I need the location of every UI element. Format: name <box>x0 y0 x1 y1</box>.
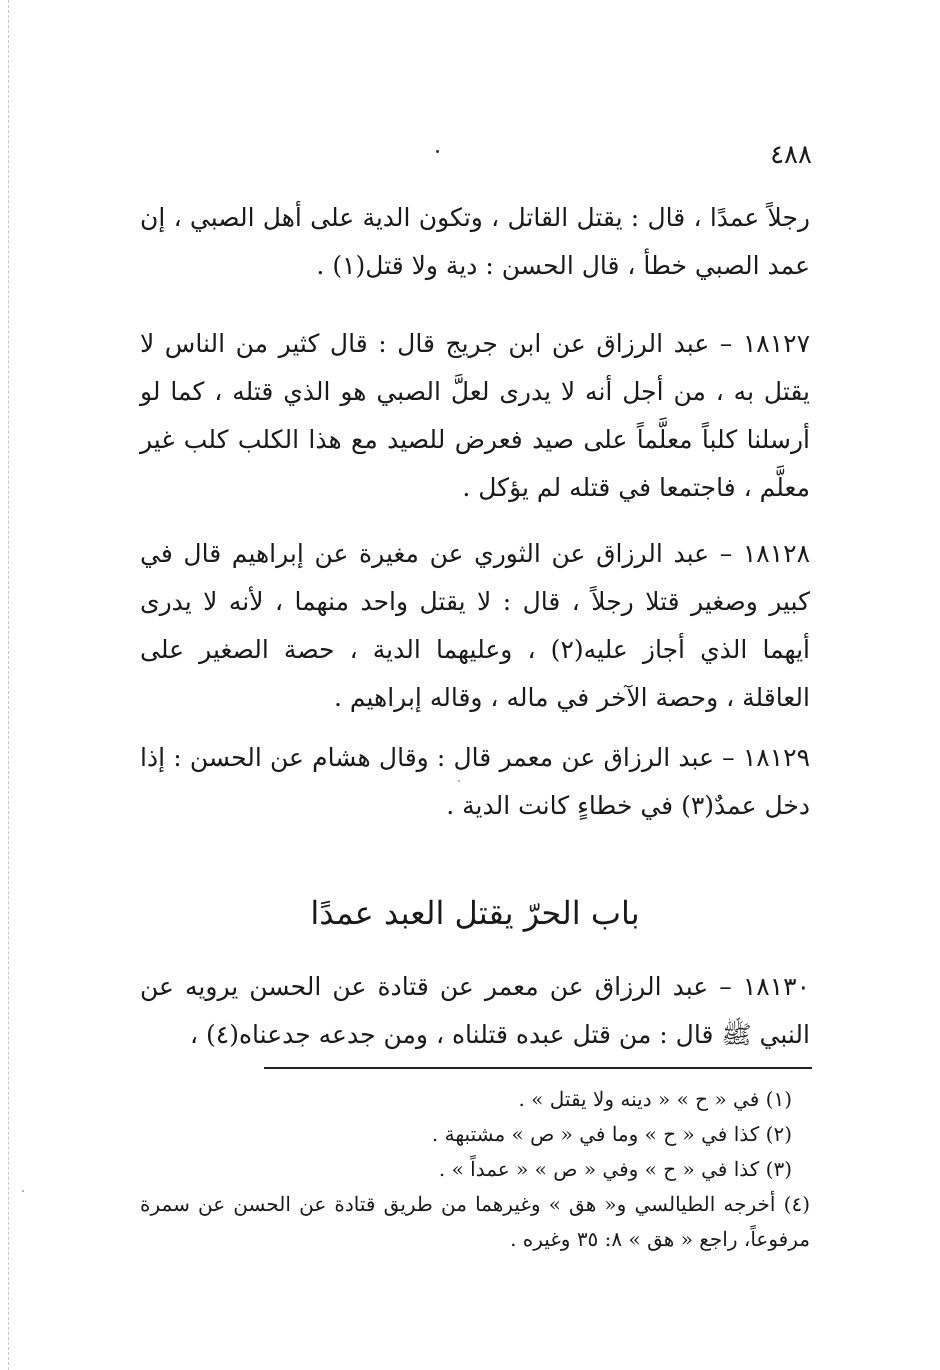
paragraph-text: ١٨١٢٨ – عبد الرزاق عن الثوري عن مغيرة عن إبراهيم قال في كبير وصغير قتلا رجلاً ، قال : لا يقتل واحد منهما ، لأنه لا يدرى أيهما الذي أجاز عليه(٢) ، وعليهما الدية ، حصة الصغير على العاقلة ، وحصة الآخر في ماله ، وقاله إبراهيم . <box>140 539 810 712</box>
footnote-1: (١) في « ح » « دينه ولا يقتل » . <box>518 1087 792 1111</box>
hadith-18128 <box>140 530 810 722</box>
paragraph-text: ١٨١٢٧ – عبد الرزاق عن ابن جريج قال : قال كثير من الناس لا يقتل به ، من أجل أنه لا يدرى لعلَّ الصبي هو الذي قتله ، كما لو أرسلنا كلباً معلَّماً على صيد فعرض للصيد مع هذا الكلب كلب غير معلَّم ، فاجتمعا في قتله لم يؤكل . <box>140 329 810 502</box>
paragraph-text: رجلاً عمدًا ، قال : يقتل القاتل ، وتكون الدية على أهل الصبي ، إن عمد الصبي خطأ ، قال الحسن : دية ولا قتل(١) . <box>140 203 810 280</box>
hadith-18129 <box>140 734 810 830</box>
footnote-2: (٢) كذا في « ح » وما في « ص » مشتبهة . <box>431 1122 792 1146</box>
scan-speck <box>22 1190 24 1192</box>
paragraph-text: ١٨١٢٩ – عبد الرزاق عن معمر قال : وقال هشام عن الحسن : إذا دخل عمدٌ(٣) في خطاءٍ كانت الدية . <box>140 743 810 820</box>
paragraph-intro <box>140 194 810 290</box>
hadith-18127 <box>140 320 810 512</box>
paragraph-text: ١٨١٣٠ – عبد الرزاق عن معمر عن قتادة عن الحسن يرويه عن النبي ﷺ قال : من قتل عبده قتلناه ، ومن جدعه جدعناه(٤) ، <box>140 972 810 1049</box>
footnotes <box>140 1082 810 1257</box>
scan-edge-line <box>8 0 10 1370</box>
footnote-3: (٣) كذا في « ح » وفي « ص » « عمداً » . <box>438 1157 792 1181</box>
scan-speck <box>458 780 460 782</box>
footnote-divider <box>264 1067 812 1069</box>
hadith-18130 <box>140 963 810 1059</box>
print-dot <box>436 150 439 153</box>
page-number: ٤٨٨ <box>770 140 812 170</box>
footnote-4: (٤) أخرجه الطيالسي و« هق » وغيرهما من طريق قتادة عن الحسن عن سمرة مرفوعاً، راجع « هق » ٨: ٣٥ وغيره . <box>140 1192 810 1251</box>
chapter-heading: باب الحرّ يقتل العبد عمدًا <box>310 894 640 932</box>
